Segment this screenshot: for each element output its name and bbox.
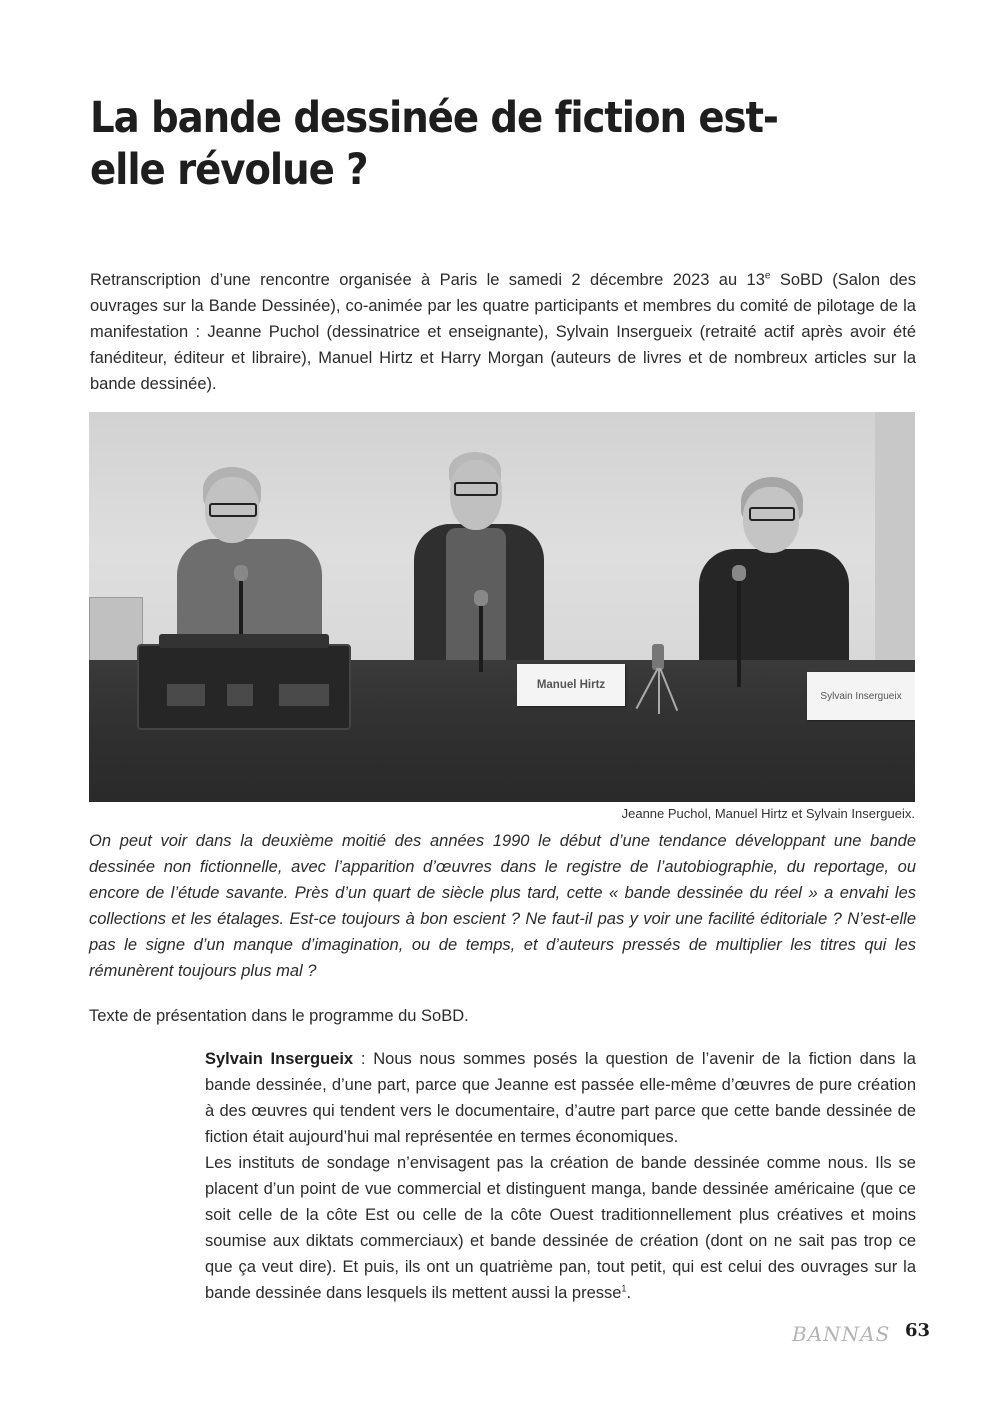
glasses-icon <box>209 503 257 517</box>
photo-recorder-tripod <box>644 644 674 714</box>
glasses-icon <box>454 482 498 496</box>
nameplate-sylvain-insergueix: Sylvain Insergueix <box>807 672 915 720</box>
interview-paragraph-1 <box>205 1046 916 1150</box>
interview-text-2: Les instituts de sondage n’envisagent pas la création de bande dessinée comme nous. Ils se placent d’un point de vue commercial et distinguent manga, bande dessinée américaine (que ce soit celle de la côte Est ou celle de la côte Ouest traditionnellement plus créatives et moins soumise aux diktats commerciaux) et bande dessinée de création (dont on ne sait pas trop ce que ça veut dire). Et puis, ils ont un quatrième pan, tout petit, qui est celui des ouvrages sur la bande dessinée dans lesquels ils mettent aussi la presse <box>205 1154 916 1302</box>
intro-paragraph <box>90 267 916 397</box>
nameplate-manuel-hirtz: Manuel Hirtz <box>517 664 625 706</box>
speaker-name: Sylvain Insergueix <box>205 1050 354 1068</box>
publication-logo: BANNAS <box>792 1322 891 1346</box>
interview-text-1: Nous nous sommes posés la question de l’avenir de la fiction dans la bande dessinée, d’une part, parce que Jeanne est passée elle-même d’œuvres de pure création à des œuvres qui tendent vers le documentaire, d’autre part parce que cette bande dessinée de fiction était aujourd’hui mal représentée en termes économiques. <box>205 1050 916 1146</box>
speaker-separator: : <box>353 1050 374 1068</box>
footnote-reference[interactable]: 1 <box>621 1283 627 1294</box>
microphone-icon <box>737 577 741 687</box>
photo-audio-mixer <box>137 644 351 730</box>
presentation-paragraph: On peut voir dans la deuxième moitié des années 1990 le début d’une tendance développant une bande dessinée non fictionnelle, avec l’apparition d’œuvres dans le registre de l’autobiographie, du reportage, ou encore de l’étude savante. Près d’un quart de siècle plus tard, cette « bande dessinée du réel » a envahi les collections et les étalages. Est-ce toujours à bon escient ? Ne faut-il pas y voir une facilité éditoriale ? N’est-elle pas le signe d’un manque d’imagination, ou de temps, et d’auteurs pressés de multiplier les titres qui les rémunèrent toujours plus mal ? <box>89 832 916 980</box>
interview-paragraph-2 <box>205 1150 916 1306</box>
photo-caption: Jeanne Puchol, Manuel Hirtz et Sylvain Insergueix. <box>621 806 915 821</box>
page-number: 63 <box>905 1320 931 1341</box>
interview-block <box>205 1046 916 1306</box>
microphone-icon <box>479 602 483 672</box>
photo-wall-panel <box>875 412 915 667</box>
presentation-source: Texte de présentation dans le programme du SoBD. <box>89 1007 469 1025</box>
interview-end-punct: . <box>626 1284 632 1302</box>
intro-text-end: SoBD (Salon des ouvrages sur la Bande Dessinée), co-animée par les quatre participants et membres du comité de pilotage de la manifestation : Jeanne Puchol (dessinatrice et enseignante), Sylvain Insergueix (retraité actif après avoir été fanéditeur, éditeur et libraire), Manuel Hirtz et Harry Morgan (auteurs de livres et de nombreux articles sur la bande dessinée). <box>90 271 916 393</box>
article-photo <box>89 412 915 802</box>
ordinal-superscript: e <box>764 270 771 282</box>
intro-text-start: Retranscription d’une rencontre organisée à Paris le samedi 2 décembre 2023 au 13 <box>90 271 765 289</box>
glasses-icon <box>749 507 795 521</box>
article-title: La bande dessinée de fiction est-elle révolue ? <box>90 93 778 195</box>
